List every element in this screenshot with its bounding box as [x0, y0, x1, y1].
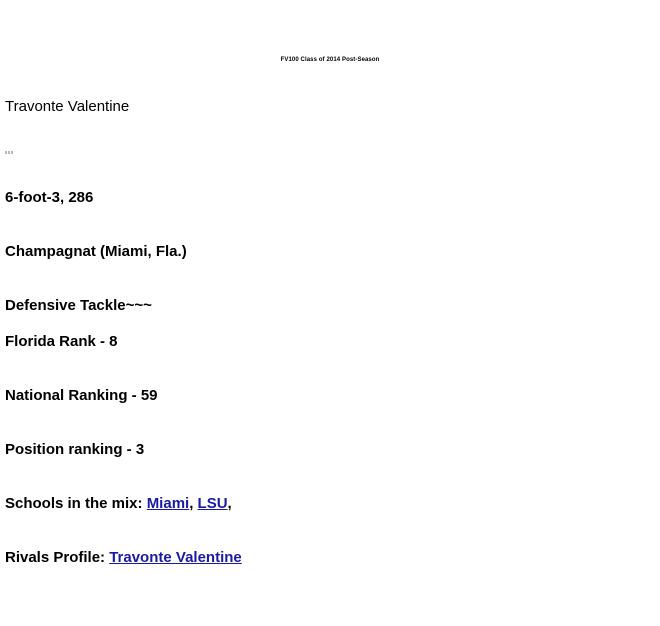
schools-label: Schools in the mix: — [5, 495, 147, 512]
state-rank: Florida Rank - 8 — [5, 333, 118, 350]
school-link-lsu[interactable]: LSU — [197, 495, 228, 512]
player-name: Travonte Valentine — [5, 98, 130, 115]
school-link-miami[interactable]: Miami — [146, 495, 190, 512]
rivals-label: Rivals Profile: — [5, 549, 110, 566]
player-size: 6-foot-3, 286 — [5, 189, 94, 206]
schools-in-mix — [5, 495, 232, 512]
page-title: FV100 Class of 2014 Post-Season — [280, 57, 380, 63]
rivals-profile-link[interactable]: Travonte Valentine — [109, 549, 242, 566]
schools-separator: , — [189, 495, 198, 512]
player-position: Defensive Tackle~~~ — [5, 297, 152, 314]
broken-image-placeholder — [5, 151, 15, 154]
schools-trailing: , — [227, 495, 232, 512]
national-rank: National Ranking - 59 — [5, 387, 158, 404]
player-school: Champagnat (Miami, Fla.) — [5, 243, 187, 260]
position-rank: Position ranking - 3 — [5, 441, 145, 458]
rivals-profile — [5, 549, 242, 566]
